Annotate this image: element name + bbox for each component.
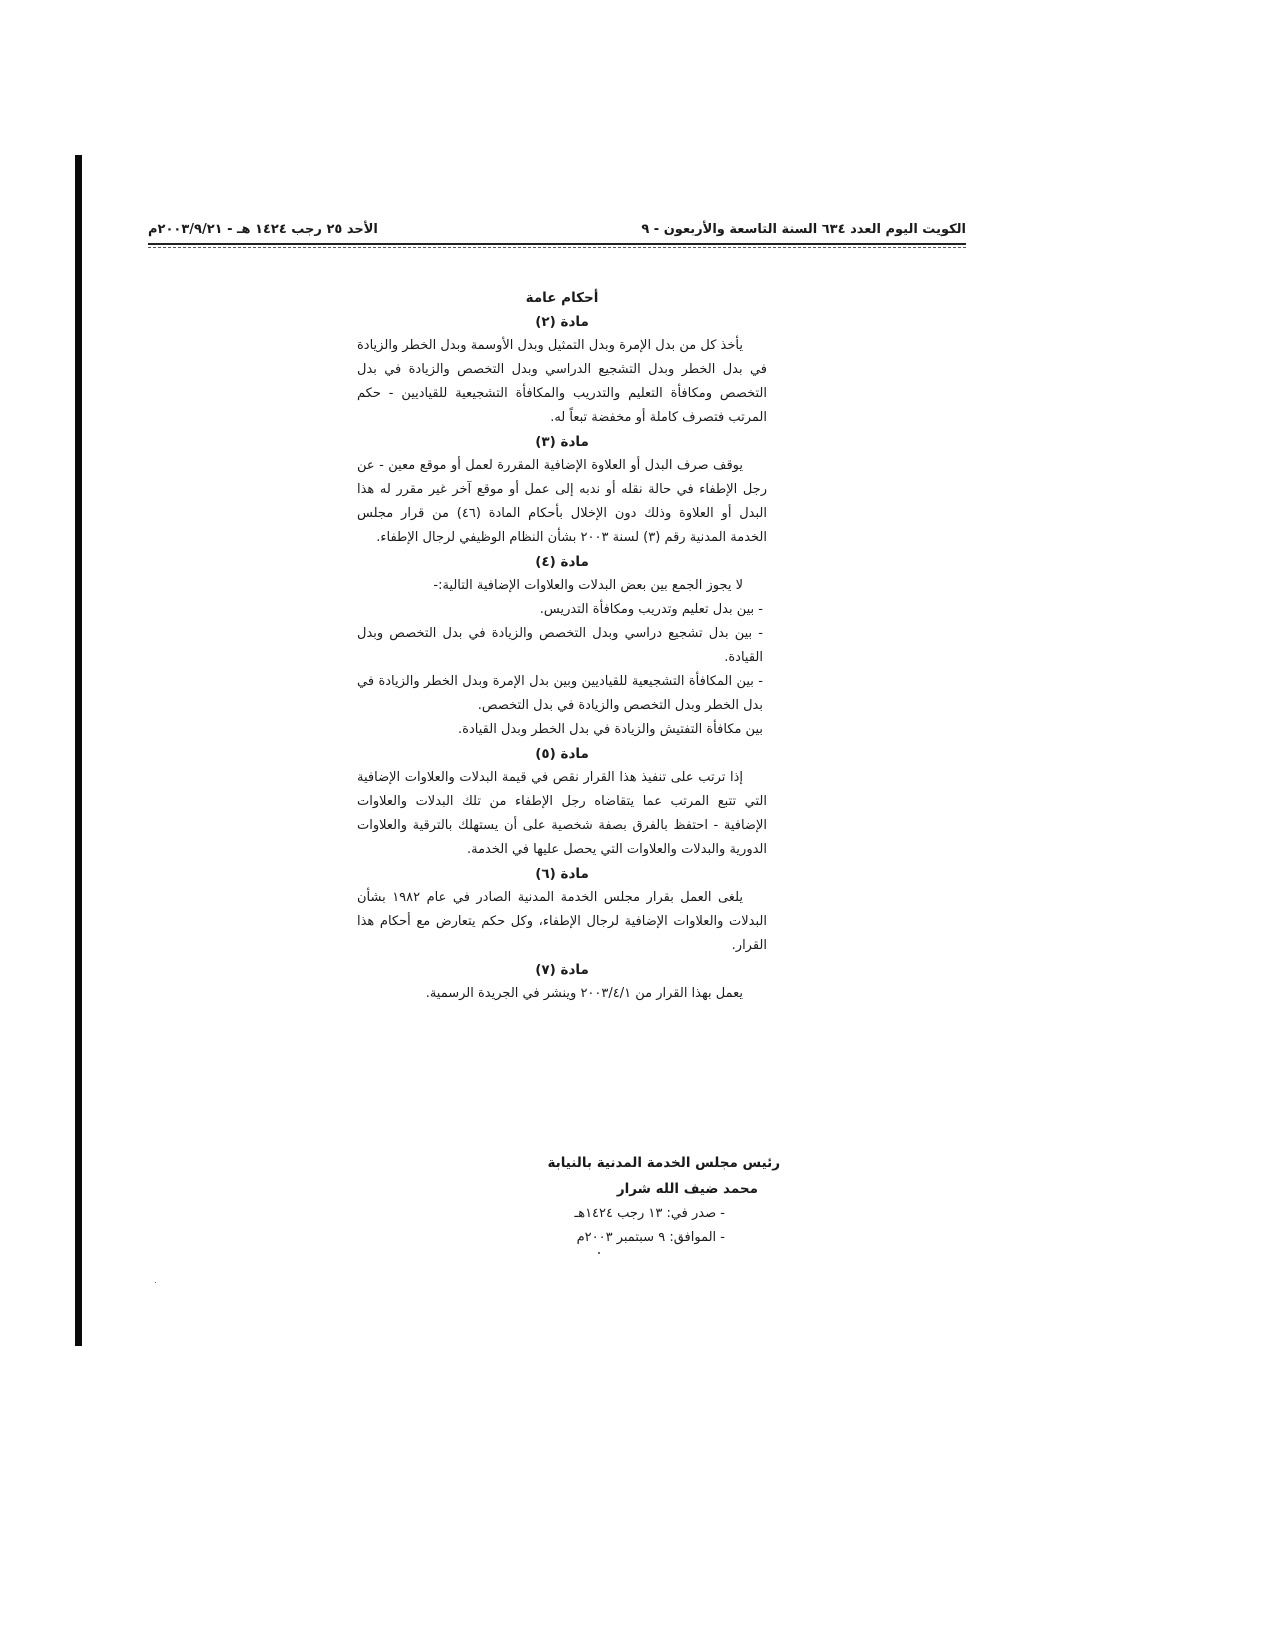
article-paragraph: يوقف صرف البدل أو العلاوة الإضافية المقررة لعمل أو موقع معين - عن رجل الإطفاء في حالة نقله أو ندبه إلى عمل أو موقع آخر غير مقرر له هذا البدل أو العلاوة وذلك دون الإخلال بأحكام المادة (٤٦) من قرار مجلس الخدمة المدنية رقم (٣) لسنة ٢٠٠٣ بشأن النظام الوظيفي لرجال الإطفاء. xyxy=(357,458,767,545)
issued-date: - صدر في: ١٣ رجب ١٤٢٤هـ xyxy=(574,1206,725,1221)
article-6 xyxy=(357,862,767,958)
article-paragraph: يأخذ كل من بدل الإمرة وبدل التمثيل وبدل الأوسمة وبدل الخطر والزيادة في بدل الخطر وبدل التشجيع الدراسي وبدل التخصص والزيادة في بدل التخصص ومكافأة التعليم والتدريب والمكافأة التشجيعية للقياديين - حكم المرتب فتصرف كاملة أو مخفضة تبعاً له. xyxy=(357,338,767,425)
list-item: بين مكافأة التفتيش والزيادة في بدل الخطر وبدل القيادة. xyxy=(458,722,763,737)
article-paragraph: إذا ترتب على تنفيذ هذا القرار نقص في قيمة البدلات والعلاوات الإضافية التي تتبع المرتب عما يتقاضاه رجل الإطفاء من تلك البدلات والعلاوات الإضافية - احتفظ بالفرق بصفة شخصية على أن يستهلك بالترقية والعلاوات الدورية والبدلات والعلاوات التي يحصل عليها في الخدمة. xyxy=(357,770,767,857)
scan-speck xyxy=(598,1252,600,1254)
section-title: أحكام عامة xyxy=(525,290,599,306)
signatory-title: رئيس مجلس الخدمة المدنية بالنيابة xyxy=(547,1155,780,1171)
page-header xyxy=(148,218,966,242)
list-item: - بين بدل تعليم وتدريب ومكافأة التدريس. xyxy=(539,602,763,617)
article-paragraph: لا يجوز الجمع بين بعض البدلات والعلاوات الإضافية التالية:- xyxy=(433,578,743,593)
article-paragraph: يعمل بهذا القرار من ٢٠٠٣/٤/١ وينشر في الجريدة الرسمية. xyxy=(425,986,743,1001)
article-paragraph: يلغى العمل بقرار مجلس الخدمة المدنية الصادر في عام ١٩٨٢ بشأن البدلات والعلاوات الإضافية لرجال الإطفاء، وكل حكم يتعارض مع أحكام هذا القرار. xyxy=(357,890,767,953)
signatory-name: محمد ضيف الله شرار xyxy=(616,1181,758,1197)
header-publication: الكويت اليوم العدد ٦٣٤ السنة التاسعة والأربعون - ٩ xyxy=(641,222,966,237)
article-7 xyxy=(357,958,767,1006)
article-title: مادة (٧) xyxy=(535,962,589,978)
header-date: الأحد ٢٥ رجب ١٤٢٤ هـ - ٢٠٠٣/٩/٢١م xyxy=(148,222,378,237)
signature-block xyxy=(480,1150,780,1202)
article-3 xyxy=(357,430,767,550)
scan-edge-bar xyxy=(75,155,82,1346)
article-4 xyxy=(357,550,767,742)
article-title: مادة (٤) xyxy=(535,554,589,570)
corresponding-date: - الموافق: ٩ سبتمبر ٢٠٠٣م xyxy=(576,1230,725,1245)
article-2 xyxy=(357,310,767,430)
article-title: مادة (٥) xyxy=(535,746,589,762)
article-title: مادة (٣) xyxy=(535,434,589,450)
issue-dates xyxy=(505,1202,725,1250)
header-rule xyxy=(148,243,966,248)
document-body xyxy=(357,286,767,1006)
article-5 xyxy=(357,742,767,862)
list-item: - بين المكافأة التشجيعية للقياديين وبين بدل الإمرة وبدل الخطر والزيادة في بدل الخطر وبدل التخصص والزيادة في بدل التخصص. xyxy=(357,674,763,713)
article-title: مادة (٢) xyxy=(535,314,589,330)
scan-speck xyxy=(155,1282,156,1283)
list-item: - بين بدل تشجيع دراسي وبدل التخصص والزيادة في بدل التخصص وبدل القيادة. xyxy=(357,626,763,665)
article-title: مادة (٦) xyxy=(535,866,589,882)
